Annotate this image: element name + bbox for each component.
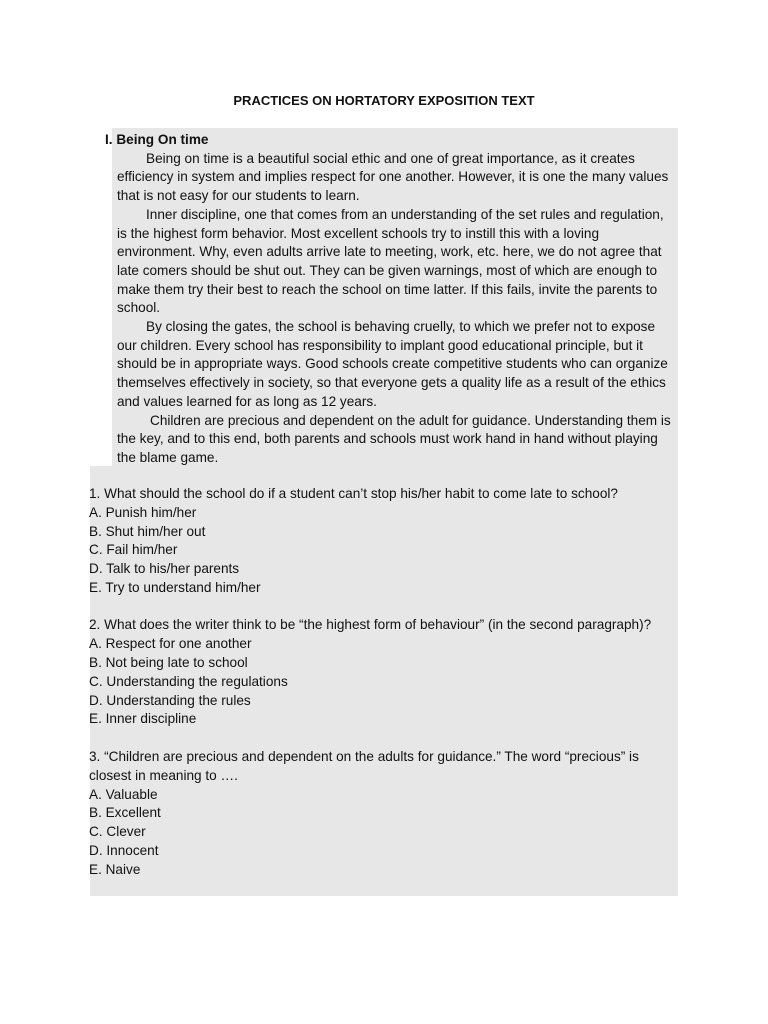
answer-option: A. Respect for one another xyxy=(89,636,252,652)
answer-option: D. Talk to his/her parents xyxy=(89,561,240,577)
answer-option: D. Understanding the rules xyxy=(89,692,251,708)
question-stem: 3. “Children are precious and dependent on the adults for guidance.” The word “precious” is closest in meaning to …. xyxy=(89,748,639,783)
answer-option: C. Fail him/her xyxy=(89,542,178,558)
answer-option: B. Not being late to school xyxy=(89,655,248,671)
answer-option: A. Valuable xyxy=(89,786,158,802)
question-item xyxy=(89,485,679,598)
question-stem: 2. What does the writer think to be “the highest form of behaviour” (in the second paragraph)? xyxy=(89,617,652,633)
reading-passage xyxy=(105,131,677,468)
passage-paragraph: By closing the gates, the school is behaving cruelly, to which we prefer not to expose our children. Every school has responsibility to implant good educational principle, but it should be in appropriate ways. Good schools create competitive students who can organize themselves effectively in society, so that everyone gets a quality life as a result of the ethics and values learned for as long as 12 years. xyxy=(117,319,668,409)
page-title: PRACTICES ON HORTATORY EXPOSITION TEXT xyxy=(233,93,535,108)
answer-option: B. Excellent xyxy=(89,805,161,821)
question-list xyxy=(89,485,679,898)
answer-option: C. Understanding the regulations xyxy=(89,673,288,689)
question-item xyxy=(89,748,679,880)
answer-option: D. Innocent xyxy=(89,842,159,858)
answer-option: C. Clever xyxy=(89,824,146,840)
passage-paragraph: Being on time is a beautiful social ethic and one of great importance, as it creates efficiency in system and implies respect for one another. However, it is one the many values that is not easy for our students to learn. xyxy=(117,150,669,204)
question-stem: 1. What should the school do if a student can’t stop his/her habit to come late to school? xyxy=(89,486,618,501)
passage-paragraph: Children are precious and dependent on the adult for guidance. Understanding them is the key, and to this end, both parents and schools must work hand in hand without playing the blame game. xyxy=(117,412,671,465)
answer-option: E. Naive xyxy=(89,861,141,877)
answer-option: E. Try to understand him/her xyxy=(89,579,261,595)
passage-paragraph: Inner discipline, one that comes from an understanding of the set rules and regulation, is the highest form behavior. Most excellent schools try to instill this with a loving environment. Why, even adults arrive late to meeting, work, etc. here, we do not agree that late comers should be shut out. They can be given warnings, most of which are enough to make them try their best to reach the school on time latter. If this fails, invite the parents to school. xyxy=(117,206,664,316)
answer-option: B. Shut him/her out xyxy=(89,523,206,539)
answer-option: A. Punish him/her xyxy=(89,504,197,520)
question-item xyxy=(89,616,679,729)
answer-option: E. Inner discipline xyxy=(89,711,197,727)
section-heading: I. Being On time xyxy=(105,132,209,147)
